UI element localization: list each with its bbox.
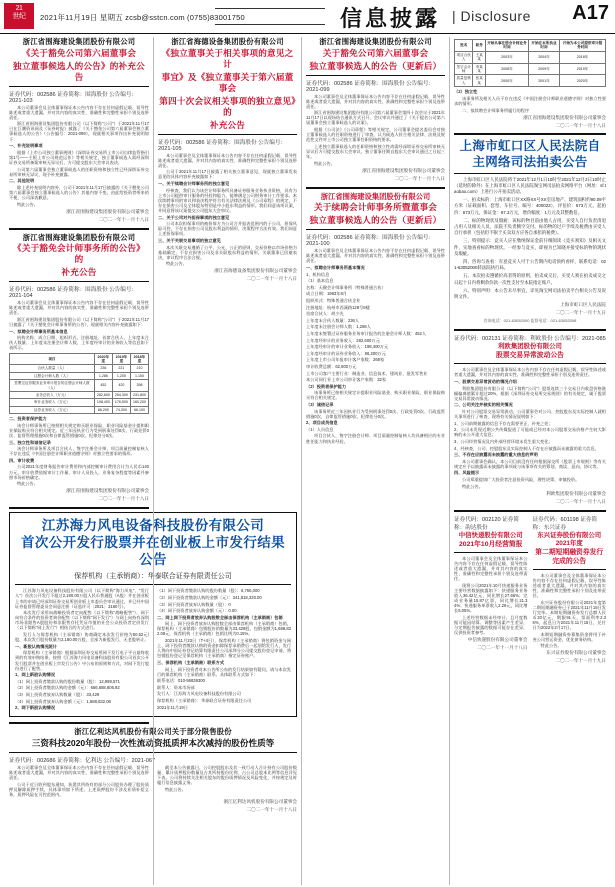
article-company: 东兴证券股份有限公司2021年度 [537,531,602,547]
column-4 [449,37,610,885]
article-headline-line1: 关于续聘会计师事务所暨董事会 [313,202,438,213]
paragraph: 特此公告。 [17,201,38,207]
paragraph-title: 三、关于关联交易事项的独立意见 [158,237,221,243]
paragraph: 一、拍卖标的：上海市虹口区XX路XX号XX室房地产，建筑面积约90.09平方米（证载面积、套型、车位号、编号：400023），评估价：673万元，起拍价：673万元，保证金：67.3万元，增价幅度：1万元及其整数倍。 [454,197,606,215]
auction-notice [454,138,606,325]
auction-headline: 上海市虹口区人民法院自主网络司法拍卖公告 [459,138,601,169]
paragraph: 公司本次担保事项的被担保方为公司合并报表范围内的子公司，担保风险可控，不存在损害公司及股东利益的情形，决策程序合法有效。我们同意上述担保事项。 [158,221,297,237]
paragraph-title: 二、投资者保护能力 [9,416,47,422]
column-header: 开始从事注册会计师业务时间 [487,41,527,50]
paragraph: 本公司董事会及全体董事保证本公告内容不存在任何虚假记载、误导性陈述或者重大遗漏，并对其内容的真实性、准确性和完整性承担个别及连带责任。 [454,367,606,378]
table-row [455,63,606,75]
masthead-meta: 2021年11月19日 星期五 zcsb@sstcn.com (0755)83001750 [40,13,245,22]
cell: 2004年 [528,51,559,63]
paragraph: （1）人员信息 [306,426,334,432]
paragraph: 利欧集团股份有限公司（以下简称"公司"）股票连续三个交易日内收盘价格涨幅偏离值累计超过20%，根据《深圳证券交易所交易规则》的有关规定，属于股票交易异常波动情况。 [454,385,606,401]
paragraph: 本公司董事会确认，本公司目前没有任何根据深交所《股票上市规则》等有关规定应予以披露而未披露的事项或与该事项有关的筹划、商谈、意向、协议等。 [454,458,606,469]
article-headline-line1: 《关于豁免公司第六届董事会 [21,47,137,58]
ipo-sponsor: 保荐机构（主承销商）：华泰联合证券有限责任公司 [74,573,232,581]
paragraph: 该事务所近三年因执业行为受到刑事处罚0次、行政处罚0次、行政监管措施0次、自律监管措施0次、纪律处分0次。 [306,408,445,419]
auction-body [454,177,606,301]
paragraph: 上年度末注册会计师人数：1,286人 [306,324,371,330]
paragraph: 2021年11月19日 [157,704,188,710]
cell: 1,286 [94,372,112,379]
paragraph: 特此公告。 [165,786,186,792]
paragraph-title: 一、拟聘会计师事务所基本情况 [306,265,365,270]
paragraph: 该会计师事务所及项目合伙人、签字注册会计师、项目质量控制复核人不存在违反《中国注册会计师职业道德守则》对独立性要求的情形。 [9,446,149,457]
cell: 2008年 [485,63,528,75]
cell: 2020年 [560,75,606,87]
auction-date: 二〇二一年十一月十九日 [555,310,606,316]
paragraph: 现将公司2021年10月快递服务业务主要经营数据披露如下：快递服务业务收入36.42亿元，同比增长27.66%；完成业务量15.87亿票，同比增长21.34%；快递服务单票收入2.29元，同比增长5.05%。 [454,582,528,614]
cell: 质量复核人 [455,75,473,87]
article-company: 浙江省围海建设集团股份有限公司 [319,37,432,46]
paragraph: 组织形式：特殊普通合伙企业 [306,297,361,303]
accounting-firm-table [9,353,149,415]
paragraph: 二、标的物现状及瑕疵：该标的物目前由他人占用，买受人自行负责清退占用人及相关人员，法院不负责腾空交付。标的物的过户手续及税费由买受人自行承担（包括但不限于买卖双方应各自承担的税费）。 [454,217,606,236]
paragraph-title: 一、拟聘会计师事务所基本信息 [9,328,68,334]
paragraph: 该事务所已按相关规定计提职业风险基金、购买职业保险，职业保险购买符合相关规定。 [306,390,445,401]
paragraph: 该会计师事务所已按照相关规定购买职业保险，职业风险基金计提和职业保险购买符合相关规定。近三年因执业行为受到刑事处罚0次、行政处罚0次、监督管理措施0次和自律监管措施0次、纪律处分0次。 [9,422,149,438]
paragraph: （4）网下投资者放弃认购金额（元）：0.00 [157,608,237,614]
paragraph: 网上、网下投资者放弃认购股数全部由保荐机构（主承销商）包销，保荐机构（主承销商）包销股份的数量为33,429股，包销金额为1,688,832.08元，保荐机构（主承销商）包销比例为0.15%。 [157,621,291,637]
paragraph: 4、经核查，公司、控股股东及实际控制人不存在应披露而未披露的重大信息。 [454,445,599,451]
divider [454,552,528,553]
article-signature-org: 中信快递股份有限公司董事会 [467,637,528,643]
article-a1 [9,37,149,223]
divider [454,173,606,174]
table-row [10,399,149,406]
article-a3 [158,37,297,282]
paragraph: 上年度末合伙人数量：236人 [306,317,360,323]
divider [9,281,149,282]
auction-court: 上海市虹口区人民法院 [560,302,606,308]
paragraph: 特此公告。 [314,160,335,166]
cell: 86,200 [94,406,112,413]
article-body [158,153,297,267]
paragraph: 项目合伙人、签字注册会计师、项目质量控制复核人均具备相应的专业胜任能力和执业经验。 [306,433,445,444]
article-signature-date: 二〇二一年十一月十八日 [555,498,606,504]
article-company: 浙江省围海建设集团股份有限公司 [320,191,431,201]
article-headline-line2: 独立董事候选人的公告（更新后） [309,215,442,226]
cell: 李某某 [473,63,486,75]
paragraph: 六、特别声明：本公告未尽事宜，详见淘宝网司法拍卖平台相关公告及说明文件。 [454,287,606,300]
table-row [10,380,149,392]
auction-contact: 咨询电话：021-63052000 监督电话：021-63052008 [483,318,577,324]
cell: 176,500 [112,399,130,406]
table-row [10,372,149,379]
column-header: 2020年度 [94,353,112,365]
cell: 74,300 [112,406,130,413]
paragraph: 上述独立董事候选人的任职资格和独立性尚需经深圳证券交易所审核无异议后方可提交股东大会审议。独立董事任期自股东大会审议通过之日起三年。 [306,143,445,160]
article-headline: 2021年10月经营简报 [459,540,523,548]
paragraph-title: 一、关于续聘会计师事务所的独立意见 [158,180,230,186]
ipo-headline: 首次公开发行股票并在创业板上市发行结果公告 [20,535,286,568]
cell: 签字会计师 [455,63,473,75]
divider [9,507,149,509]
column-header: 开始在本所执业时间 [528,40,559,52]
paragraph: 联系人：资本市场部 [157,684,195,690]
paragraph: 四、咨询与查看：有意竞买人可于公告期内电话预约看样，联系电话：021-63052000转法院执行局。 [454,259,606,271]
paragraph: 3、公司经营情况及内外部经营环境未发生重大变化； [454,438,553,444]
paragraph: （4）网上投资者放弃认购金额（元）：1,688,832.08 [15,698,111,704]
paragraph: 特此公告。 [462,483,483,489]
article-a2 [9,233,149,503]
article-signature-date: 二〇二一年十一月十八日 [98,216,149,222]
page-body [0,34,615,885]
paragraph: 该事务所及相关人员不存在违反《中国注册会计师职业道德守则》对独立性要求的情形。 [454,95,606,106]
paragraph: 本期短期融资券募集资金将用于补充公司营运资金，优化债务结构。 [532,631,606,642]
cell: 业务总收入（万元） [10,391,95,398]
paragraph: 根据《上市公司独立董事规则》《深圳证券交易所上市公司自律监管指引第1号——主板上市公司规范运作》等相关规定，独立董事候选人需经深圳证券交易所备案审核无异议后，方可提交股东大会审议表决。 [9,149,149,165]
cell: 审计业务收入（万元） [10,399,95,406]
paragraph: 2、公司未发现近期公共传媒报道了可能或已经对本公司股票交易价格产生较大影响的未公开重大信息； [454,427,606,438]
paragraph: 本公司董事会及全体董事保证本公告内容不存在任何虚假记载、误导性陈述或者重大遗漏，并对其内容的真实性、准确性和完整性承担个别及连带责任。 [9,104,149,120]
cell: 221 [112,365,130,372]
paragraph-title: 二、网上网下投资者放弃认购股数全部由保荐机构（主承销商）包销 [157,614,283,620]
bottom-notices [454,515,606,665]
article-headline-line2: 补充公告 [61,267,97,278]
cell: 合伙人数量（人） [10,365,95,372]
paragraph: 除上述补充说明内容外，公司于2021年11月17日披露的《关于豁免公司第六届董事会独立董事候选人的公告》其他内容不变。由此给投资者带来的不便，公司深表歉意。 [9,184,149,200]
paragraph-title: 2、项目成员信息 [306,420,338,426]
paragraph: （3）网下投资者放弃认购数量（股）：0 [157,601,231,607]
article-body [454,367,606,488]
article-a4 [306,37,445,182]
cell: 2001年 [528,75,559,87]
ipo-company: 江苏海力风电设备科技股份有限公司 [41,518,265,534]
paragraph: 公司于近日收到股东通知，获悉其所持有的部分公司股份办理了股份质押及解除质押手续，具体事项如下所述。上述质押股份不涉及业绩补偿义务，质押风险在可控范围内。 [9,781,149,797]
paragraph: 保荐机构（主承销商）根据深圳证券交易所网下发行电子平台最终收到的有效申购结果，按照《江苏海力风电设备科技股份有限公司首次公开发行股票并在创业板上市发行公告》中公布的原则和方式，对网下发行股份进行了配售。 [15,650,150,671]
paragraph: 本公司董事会及全体董事保证本公告内容不存在任何虚假记载、误导性陈述或者重大遗漏，并对其内容的真实性、准确性和完整性承担个别及连带责任。 [9,300,149,316]
article-code: 证券代码：601198 证券简称：东兴证券 [532,516,598,531]
paragraph: 本公司董事会及全体董事保证本公告内容不存在任何虚假记载、误导性陈述或者重大遗漏，并对其内容的真实性、准确性和完整性承担个别及连带责任。 [532,572,606,599]
paragraph-title: 二、关于公司对外担保事项的独立意见 [158,214,230,220]
paragraph: 五、本次拍卖遵循价高者得的原则，拍卖成交后，买受人须在拍卖成交之日起十日内将剩余价款一次性支付至本院指定账户。 [454,273,606,285]
page-number: A17 [572,2,609,24]
article-headline-line3: 第四十次会议相关事项的独立意见》的 [159,95,296,117]
paragraph-title: 一、股票交易异常波动的情况介绍 [454,378,517,384]
divider [306,187,445,189]
paragraph: 公司郑重提请广大投资者注意投资风险，理性决策、审慎投资。 [462,476,580,482]
cell: 1,205 [112,372,130,379]
column-3 [301,37,449,885]
paragraph: 本公司董事会及全体董事保证本公告内容不存在任何虚假记载、误导性陈述或者重大遗漏，并对其内容的真实性、准确性和完整性承担个别及连带责任。 [9,764,149,781]
paragraph: 上海市虹口区人民法院将于2021年12月1日10时至2021年12月2日10时止（延时的除外）在上海市虹口区人民法院淘宝网司法拍卖网络平台（网址：sf.taobao.com）上进行公开拍卖活动。 [454,176,606,195]
paragraph-title: 四、审计收费 [9,457,35,463]
article-signature-org: 浙江省海德设备集团股份有限公司董事会 [214,268,297,274]
paragraph: 三、特别提示：竞买人应在缴纳保证金前仔细阅读《竞买须知》及相关文件，实地查看标的物现状。一经参与竞买，即视为已知晓并接受标的物的现状及瑕疵。 [454,238,606,256]
paragraph: 公司第六届董事会独立董事候选人的任职资格和独立性已经深圳证券交易所审核无异议，现予补充披露。 [9,166,149,177]
article-signature-date: 二〇二一年十一月十八日 [476,645,528,651]
paragraph: 根据《公司法》《公司章程》等相关规定，公司董事会提名委员会对独立董事候选人的任职资格进行了审查，认为候选人符合相关法律、法规及规范性文件对上市公司独立董事任职资格的要求。 [306,127,445,143]
article-code: 证券代码：002686 证券简称：亿利达 公告编号：2021-067 [9,757,156,764]
divider [9,86,149,87]
paragraph: 浙江省围海建设集团股份有限公司第六届董事会第四十次会议于2021年11月17日以现场结合通讯方式召开，会议审议并通过了《关于提名公司第六届董事会独立董事候选人的议案》。 [306,110,445,126]
paragraph: 审计收费总额：62,800万元 [306,363,357,369]
column-header: 项目 [10,353,95,365]
column-header: 职务 [473,40,486,52]
paragraph: 本公司同行业上市公司审计客户家数：32家 [306,377,387,383]
paragraph: 上年度经审计的证券业务收入：86,200万元 [306,350,386,356]
paragraph-title: 四、风险提示 [454,470,480,476]
paragraph: 成立日期：1983年8月 [306,291,347,297]
article-signature-date: 二〇二一年十一月十八日 [394,175,445,181]
article-signature-date: 二〇二一年十一月十八日 [555,122,606,128]
paragraph: 特此公告。 [166,261,187,267]
paragraph: 本次关联交易遵循了公平、公允、公正的原则，交易价格以市场价格为基础确定，不存在损害公司及非关联股东利益的情形，关联董事已回避表决，审议程序合法合规。 [158,244,297,260]
column-header: 开始为本公司提供审计服务时间 [560,40,606,52]
cell: 2000年 [485,75,528,87]
paragraph: 浙江省围海建设集团股份有限公司（以下简称"公司"）于2021年11月17日在巨潮资讯网及《证券时报》披露了《关于豁免公司第六届董事会独立董事候选人的公告》（公告编号：2021-099），现就相关事项作出补充说明如下： [9,121,149,142]
paragraph-title: （2）独立性 [454,89,478,95]
article-a5-continued [454,89,606,112]
column-2 [153,37,301,885]
cell: 398 [130,380,148,392]
paragraph: 2021年11月23日（T+4日），保荐机构（主承销商）将包销资金与网上、网下投资者缴款认购的资金扣除保荐承销费后一起划给发行人，发行人将向中国证券登记结算有限责任公司深圳分公司提交股份登记申请，将包销股份登记至保荐机构（主承销商）指定证券账户。 [157,638,292,659]
masthead-rule-bottom [215,24,325,25]
cell: 2009年 [528,63,559,75]
paragraph-title: 二、公司关注并核实的相关情况 [454,402,513,408]
paragraph: 名称：天健会计师事务所（特殊普通合伙） [306,284,386,290]
paragraph: 注册地址：杭州市西溪路128号9楼 [306,304,370,310]
article-body [454,556,528,635]
cell: 198,400 [94,399,112,406]
article-headline: 三资科技2020年股份一次性流动资抵质押本次减持的股份性质等 [31,737,275,748]
cell: 张某某 [473,75,486,87]
divider [9,722,149,724]
divider [533,569,607,570]
article-signature-org: 浙江省围海建设集团股份有限公司董事会 [523,114,606,120]
paragraph: 1、公司前期披露的信息不存在需要更正、补充之处； [454,420,553,426]
paragraph: 上述经营数据未经审计，且月度数据可能因结算、调整等因素产生差异，与定期报告披露的数据可能存在差异，仅供投资者参考。 [454,614,528,635]
paragraph: 本次发行采用向战略投资者定向配售（以下简称"战略配售"）、网下向符合条件的投资者询价配售（以下简称"网下发行"）与网上向持有深圳市场非限售A股股份和非限售存托凭证市值的社会公众投资者定价发行（以下简称"网上发行"）相结合的方式进行。 [15,610,149,631]
cell: 282,600 [94,391,112,398]
masthead-rule-top [215,8,325,9]
table-row [455,51,606,63]
article-company: 浙江亿利达风机股份有限公司关于部分限售股份 [74,727,232,737]
article-company: 中信快递股份有限公司 [458,531,523,539]
article-headline-line4: 补充公告 [209,119,246,130]
divider [454,363,606,364]
cell: 2018年 [560,51,606,63]
article-signature-date: 二〇二一年十一月十八日 [98,496,149,502]
paragraph: 特此公告。 [540,643,562,649]
article-headline-line1: 关于豁免公司第六届董事会 [322,47,429,58]
cell: 2019年 [560,63,606,75]
cell: 66,100 [130,406,148,413]
divider [306,229,445,230]
article-body [533,573,607,649]
paragraph-title: （2）投资者保护能力 [306,383,347,389]
article-signature-org: 东兴证券股份有限公司董事会 [546,650,606,656]
paragraph: 公司于2021年11月17日披露了相关独立董事意见，现就独立董事发表意见的具体内容补充披露如下： [158,169,297,180]
cell: 项目合伙人 [455,51,473,63]
article-code: 证券代码：002586 证券简称：围海股份 公告编号：2021-099 [306,80,435,93]
cell: 证券业务收入（万元） [10,406,95,413]
article-body [9,300,149,350]
table-header-row [455,40,606,52]
cell: 王某某 [473,51,486,63]
article-headline: 股票交易异常波动公告 [496,352,564,360]
paragraph: 首席合伙人：胡少先 [306,311,344,317]
table-header-row [10,353,149,365]
newspaper-logo: 21 世纪 [4,3,34,29]
table-row [10,365,149,372]
article-headline-line2: 独立董事候选人的公告（更新后） [309,60,442,71]
column-header: 2019年度 [112,353,130,365]
article-headline-line2: 事宜》及《独立董事关于第六届董事会 [161,71,294,93]
paragraph-title: 三、保荐机构（主承销商）联系方式 [157,659,225,665]
cell: 236 [94,365,112,372]
paragraph: 截至本公告披露日，公司控股股东及其一致行动人合计持有公司股份数量、累计质押股份数量及占其所持股份比例、占公司总股本比例等信息详见下表。公司将持续关注相关股东的股份质押情况及风险变化，并按规定及时履行信息披露义务。 [157,764,297,786]
paragraph: 机构名称、成立日期、组织形式、注册地址、首席合伙人、上年度末合伙人数量、上年度末注册会计师人数、上年度经审计的业务收入等信息如下表所示。 [9,335,149,351]
paragraph: 网上、网下投资者对本公告所公布的发行结果如有疑问，请与本次发行的保荐机构（主承销商）联系。具体联系方式如下： [157,666,291,677]
divider [306,75,445,76]
article-signature-org: 浙江亿利达风机股份有限公司董事会 [223,799,297,805]
paragraph: （2）网上投资者缴款认购的金额（元）：656,688,806.92 [15,685,120,691]
paragraph: 本公司董事会及全体董事保证本公告内容不存在任何虚假记载、误导性陈述或者重大遗漏，并对其内容的真实性、准确性和完整性承担个别及连带责任。 [158,152,297,168]
paragraph: 针对公司股票交易异常波动，公司董事会对公司、控股股东及实际控制人就相关事项进行了核查，现将有关情况说明如下： [454,408,606,420]
paragraph: 上市公司客户主要行业：制造业、信息技术、建筑业、批发零售业 [306,370,428,376]
article-signature-org: 利欧集团股份有限公司董事会 [546,490,606,496]
paragraph-title: 2、网下新股认购情况 [15,705,56,711]
paragraph: （1）网上投资者缴款认购的股份数量（股）：12,998,571 [15,678,120,684]
article-company: 利欧集团股份有限公司 [498,343,562,351]
article-a7 [454,334,606,504]
cell: 注册会计师人数（人） [10,372,95,379]
article-body-cont [9,416,149,486]
table-row [10,406,149,413]
paragraph-title: 三、独立性和诚信记录 [9,439,51,445]
article-signature-date: 二〇二一年十一月十八日 [246,807,297,813]
paragraph: 浙江省围海建设集团股份有限公司（以下简称"公司"）于2021年11月17日披露了《关于豁免会计师事务所的公告》，现就相关内容补充披露如下： [9,316,149,328]
article-code: 证券代码：002120 证券简称：韵达股份 [454,516,519,531]
article-headline: 第二期短期融资券发行完成的公告 [535,548,604,565]
article-headline-line1: 《关于豁免会计师事务所的公告》的 [13,243,145,265]
paragraph-title: 一、新股认购情况统计 [15,643,57,649]
cell: 210 [130,365,148,372]
cell: 160,200 [130,399,148,406]
cell: 签署过证券服务业务审计报告的注册会计师人数（人） [10,380,95,392]
paragraph: 江苏海力风电设备科技股份有限公司（以下简称"海力风电"、"发行人"）首次公开发行不超过2,180.00万股人民币普通股（A股）并在创业板上市的申请已经深圳证券交易所创业板上市委员会审议通过，并已经中国证券监督管理委员会同意注册（证监许可〔2021〕3160号）。 [15,588,150,609]
paragraph: 公司2021年度财务报告审计费用和内部控制审计费用合计为人民币140万元，审计收费依据审计工作量、审计人员投入、业务复杂程度等因素并参照市场价格确定。 [9,464,149,480]
paragraph-title: 二、其他说明 [9,178,35,184]
table-row [10,391,149,398]
divider [454,133,606,135]
section-subtitle: | Disclosure [452,8,531,24]
paragraph: （2）网下投资者缴款认购的金额（元）：341,818,320.00 [157,594,262,600]
article-body [306,248,445,443]
paragraph: （1）基本信息 [306,278,334,284]
cell: 452 [94,380,112,392]
paragraph: 上年度末签署过证券服务业务审计报告的注册会计师人数：452人 [306,330,427,336]
article-code: 证券代码：002586 证券简称：围海股份 公告编号：2021-103 [9,91,138,104]
cell: 1,150 [130,372,148,379]
divider [454,510,606,512]
paragraph-title: 1、网上新股认购情况 [15,672,56,678]
article-company: 浙江省围海建设集团股份有限公司 [22,232,136,242]
article-signature-date: 二〇二一年十一月十九日 [555,658,606,664]
article-signature-date: 二〇二一年十一月十八日 [246,276,297,282]
cell: 254,300 [112,391,130,398]
paragraph: 上年度经审计的业务收入：282,600万元 [306,337,380,343]
article-signature-org: 浙江省围海建设集团股份有限公司董事会 [362,167,445,173]
paragraph: 东兴证券股份有限公司2021年度第二期短期融资券已于2021年11月18日发行完毕。本期短期融资券发行总额人民币20亿元，期限91天，票面利率2.35%，起息日为2021年11月18日，兑付日为2022年2月17日。 [532,599,606,631]
paragraph: 发行人与保荐机构（主承销商）协商确定本次发行价格为50.52元/股，本次发行股份数量为2,180.00万股，全部为新股发行，无老股转让。 [15,632,149,643]
paragraph: 发行人：江苏海力风电设备科技股份有限公司 [157,691,241,697]
paragraph: （3）网上投资者放弃认购数量（股）：33,429 [15,692,100,697]
article-headline-line2: 独立董事候选人的公告》的补充公告 [13,60,145,82]
article-code: 证券代码：002586 证券简称：围海股份 公告编号：2021-100 [306,235,435,248]
paragraph: 本公司董事会及全体董事保证本公告内容不存在任何虚假记载、误导性陈述或者重大遗漏，并对其内容的真实性、准确性和完整性承担个别及连带责任。 [306,248,445,264]
project-members-table [454,39,606,87]
column-header: 2018年度 [130,353,148,365]
cell: 2003年 [485,51,528,63]
paragraph: 联系电话：010-56839300 [157,678,205,684]
paragraph: （1）网下投资者缴款认购的股份数量（股）：6,766,000 [157,588,260,594]
paragraph: 二、拟续聘会计师事务所履行的程序 [462,107,530,113]
divider [454,329,606,331]
divider [9,228,149,230]
article-a5 [306,192,445,444]
paragraph-title: 三、不存在应披露而未披露的重大信息的声明 [454,452,538,458]
paragraph: 本公司董事会及全体董事保证本公告内容不存在任何虚假记载、误导性陈述或者重大遗漏，并对其内容的真实性、准确性和完整性承担个别及连带责任。 [306,93,445,109]
article-code: 证券代码：002131 证券简称：利欧股份 公告编号：2021-085 [454,336,606,343]
article-body [306,94,445,166]
column-header: 姓名 [455,40,473,52]
article-company: 浙江省海德设备集团股份有限公司 [171,37,284,46]
paragraph: 经核查，我们认为该会计师事务所具备证券服务业务执业资格，具有为上市公司提供审计服务的经验和能力，能够满足公司财务审计工作要求。本次续聘事项的审议和表决程序符合有关法律法规及《公司章程》的规定，不存在损害公司及全体股东特别是中小股东利益的情形。我们同意该项议案，并同意将该议案提交公司股东大会审议。 [158,187,297,213]
paragraph-title: 一、补充说明事项 [9,143,43,149]
article-b1 [454,515,528,665]
paragraph: 1、机构信息 [306,271,330,277]
masthead [0,0,615,34]
article-company: 浙江省围海建设集团股份有限公司 [22,37,136,46]
article-b2 [533,515,607,665]
paragraph-title: （3）诚信记录 [306,401,334,407]
article-headline-line1: 《独立董事关于相关事项的意见之计 [161,47,294,69]
article-code: 证券代码：002586 证券简称：围海股份 公告编号：2021-104 [9,287,138,300]
paragraph: 本公司董事会及全体董事保证本公告内容不存在任何虚假记载、误导性陈述或者重大遗漏，并对其内容的真实性、准确性和完整性承担个别及连带责任。 [454,555,528,582]
cell: 420 [112,380,130,392]
paragraph: 特此公告。 [17,481,38,487]
article-code: 证券代码：002586 证券简称：围海股份 公告编号：2021-105 [158,139,287,152]
paragraph: 上年度经审计的审计业务收入：198,400万元 [306,344,389,350]
article-signature-org: 浙江省围海建设集团股份有限公司董事会 [66,208,149,214]
article-body [9,105,149,207]
table-row [455,75,606,87]
divider [158,134,297,135]
paragraph: 保荐机构（主承销商）：华泰联合证券有限责任公司 [157,698,252,703]
cell: 231,800 [130,391,148,398]
article-signature-org: 浙江省围海建设集团股份有限公司董事会 [66,488,149,494]
paragraph: 上年度上市公司年报审计客户家数：268家 [306,357,385,363]
section-title: 信息披露 [340,7,441,32]
